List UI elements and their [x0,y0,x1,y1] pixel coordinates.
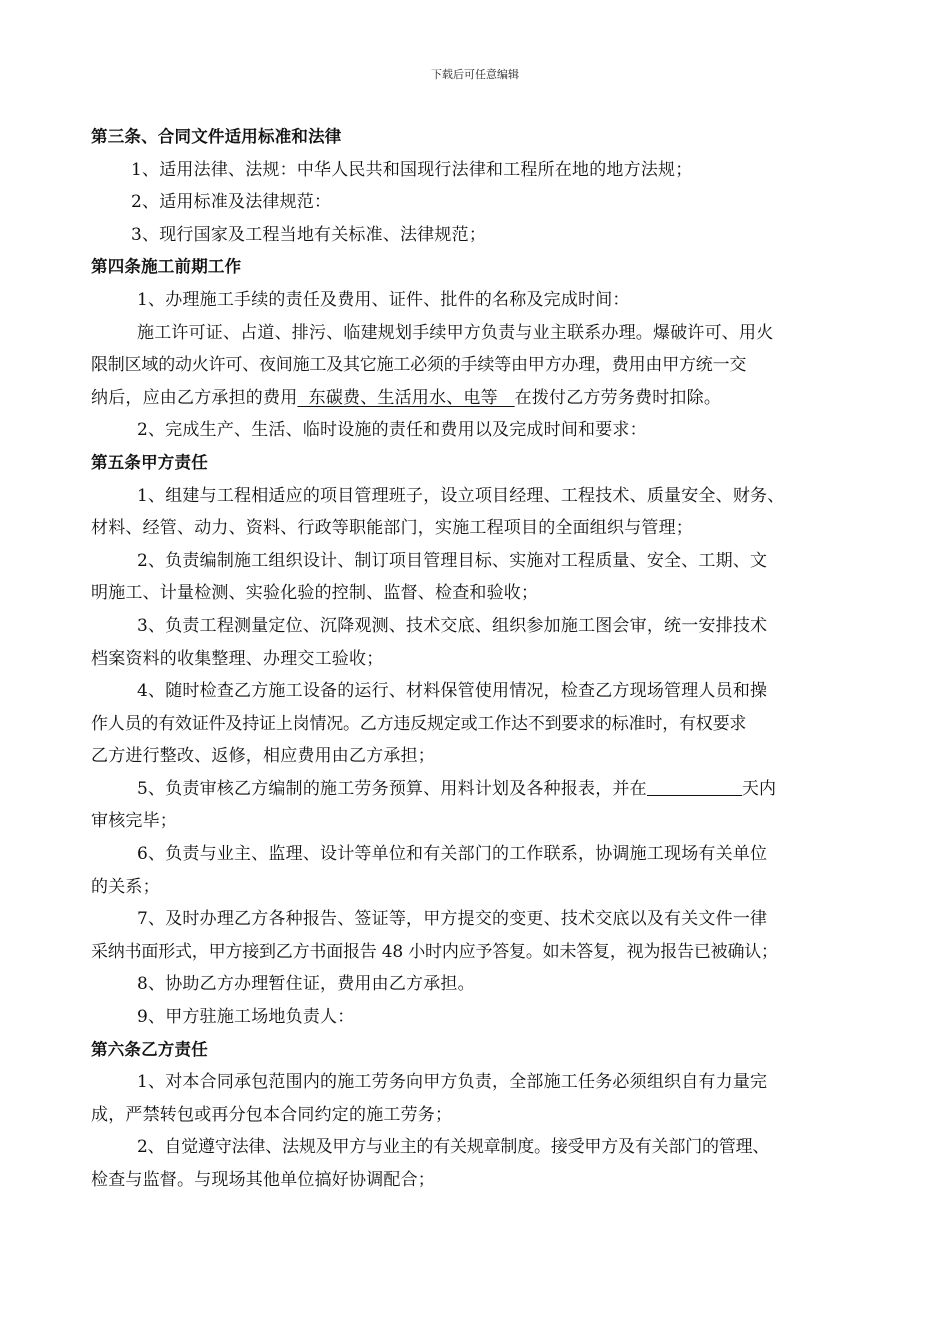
underlined-fee-items: 东碳费、生活用水、电等 [297,387,515,408]
blank-days-field[interactable] [647,775,742,796]
article-4-item-2: 2、完成生产、生活、临时设施的责任和费用以及完成时间和要求： [137,420,647,441]
article-6-item-1: 1、对本合同承包范围内的施工劳务向甲方负责，全部施工任务必须组织自有力量完 [137,1072,768,1093]
article-5-item-2-cont: 明施工、计量检测、实验化验的控制、监督、检查和验收； [91,583,539,604]
article-6-item-1-cont: 成，严禁转包或再分包本合同约定的施工劳务； [91,1104,453,1125]
article-5-item-6: 6、负责与业主、监理、设计等单位和有关部门的工作联系，协调施工现场有关单位 [137,844,768,865]
document-body [91,121,861,1197]
article-5-item-1: 1、组建与工程相适应的项目管理班子，设立项目经理、工程技术、质量安全、财务、 [137,485,785,506]
text-segment: 在拨付乙方劳务费时扣除。 [514,387,722,408]
article-5-item-8: 8、协助乙方办理暂住证，费用由乙方承担。 [137,974,475,995]
article-5-item-1-cont: 材料、经管、动力、资料、行政等职能部门，实施工程项目的全面组织与管理； [91,518,693,539]
article-5-item-4: 4、随时检查乙方施工设备的运行、材料保管使用情况，检查乙方现场管理人员和操 [137,681,768,702]
article-5-item-3-cont: 档案资料的收集整理、办理交工验收； [91,648,384,669]
article-6-title: 第六条乙方责任 [91,1039,208,1059]
article-5-item-4-cont: 作人员的有效证件及持证上岗情况。乙方违反规定或工作达不到要求的标准时，有权要求 [91,713,747,734]
article-3-item-3: 3、现行国家及工程当地有关标准、法律规范； [131,224,487,245]
article-5-item-9: 9、甲方驻施工场地负责人： [137,1007,355,1028]
article-4-paragraph-line: 施工许可证、占道、排污、临建规划手续甲方负责与业主联系办理。爆破许可、用火 [137,322,774,343]
header-note: 下载后可任意编辑 [431,68,519,81]
text-segment: 5、负责审核乙方编制的施工劳务预算、用料计划及各种报表，并在 [137,778,647,799]
article-3-item-1: 1、适用法律、法规：中华人民共和国现行法律和工程所在地的地方法规； [131,159,693,180]
article-5-item-3: 3、负责工程测量定位、沉降观测、技术交底、组织参加施工图会审，统一安排技术 [137,615,768,636]
article-5-item-4-cont: 乙方进行整改、返修，相应费用由乙方承担； [91,746,435,767]
article-3-title: 第三条、合同文件适用标准和法律 [91,127,342,146]
article-6-item-2: 2、自觉遵守法律、法规及甲方与业主的有关规章制度。接受甲方及有关部门的管理、 [137,1137,770,1158]
article-6-item-2-cont: 检查与监督。与现场其他单位搞好协调配合； [91,1170,435,1190]
article-5-item-5-cont: 审核完毕； [91,811,177,832]
article-5-item-5 [91,773,861,806]
article-5-title: 第五条甲方责任 [91,452,208,472]
article-5-item-2: 2、负责编制施工组织设计、制订项目管理目标、实施对工程质量、安全、工期、文 [137,550,768,571]
article-4-item-1: 1、办理施工手续的责任及费用、证件、批件的名称及完成时间： [137,289,630,310]
article-4-title: 第四条施工前期工作 [91,257,242,277]
article-3-item-2: 2、适用标准及法律规范： [131,192,332,213]
text-segment: 天内 [741,778,777,799]
article-5-item-7-cont: 采纳书面形式，甲方接到乙方书面报告 48 小时内应予答复。如未答复，视为报告已被确认； [91,941,778,962]
article-5-item-7: 7、及时办理乙方各种报告、签证等，甲方提交的变更、技术交底以及有关文件一律 [137,909,768,930]
article-4-paragraph-line [91,382,861,415]
article-5-item-6-cont: 的关系； [91,876,160,897]
text-segment: 纳后，应由乙方承担的费用 [91,387,298,408]
article-4-paragraph-line: 限制区域的动火许可、夜间施工及其它施工必须的手续等由甲方办理，费用由甲方统一交 [91,355,747,376]
